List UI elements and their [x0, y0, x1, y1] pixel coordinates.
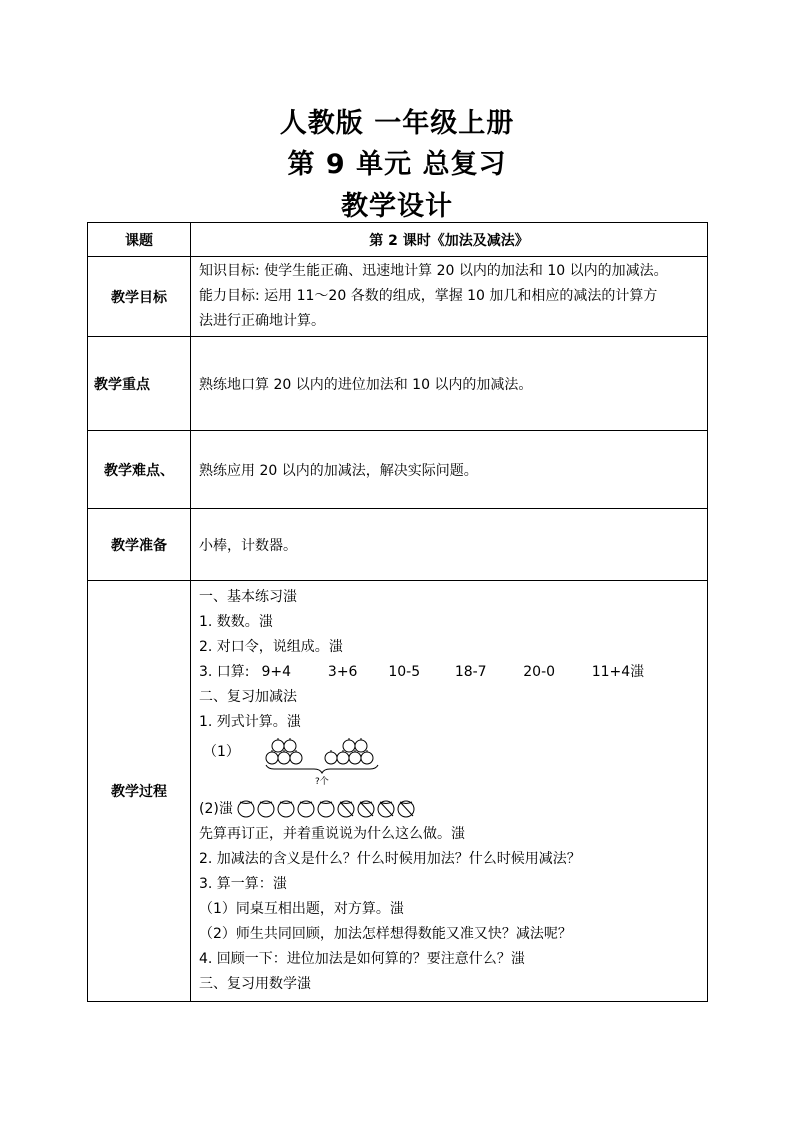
mark-glyph: 滍	[328, 639, 343, 655]
row-process	[88, 581, 708, 1002]
goals-line-2: 能力目标: 运用 11～20 各数的组成，掌握 10 加几和相应的减法的计算方	[199, 288, 658, 304]
process-item-3: 3. 口算: 9+4 3+6 10-5 18-7 20-0 11+4滍	[199, 660, 703, 685]
preparation-label: 教学准备	[88, 509, 191, 581]
process-sub-2	[199, 797, 703, 822]
sub-2-label: (2)	[199, 801, 219, 817]
topic-value: 第 2 课时《加法及减法》	[191, 223, 708, 257]
row-difficulties	[88, 431, 708, 509]
goals-line-3: 法进行正确地计算。	[199, 313, 325, 329]
process-item-2: 2. 对口令，说组成。滍	[199, 639, 343, 655]
process-line-e: （2）师生共同回顾，加法怎样想得数能又准又快？减法呢？	[199, 926, 572, 942]
process-section-2: 二、复习加减法	[199, 689, 297, 705]
row-key-points	[88, 337, 708, 431]
process-label: 教学过程	[88, 581, 191, 1002]
circles-illustration	[237, 799, 417, 819]
process-line-a: 先算再订正，并着重说说为什么这么做。滍	[199, 826, 465, 842]
process-section-1: 一、基本练习滍	[199, 589, 297, 605]
apple-figure	[199, 735, 703, 797]
process-line-b: 2. 加减法的含义是什么？什么时候用加法？什么时候用减法？	[199, 851, 581, 867]
mark-glyph: 滍	[451, 826, 465, 842]
row-goals	[88, 257, 708, 337]
mark-glyph: 滍	[286, 714, 301, 730]
key-points-text: 熟练地口算 20 以内的进位加法和 10 以内的加减法。	[191, 337, 708, 431]
mark-glyph: 滍	[389, 901, 404, 917]
process-line-f: 4. 回顾一下：进位加法是如何算的？要注意什么？滍	[199, 951, 525, 967]
key-points-label: 教学重点	[88, 337, 191, 431]
mark-glyph: 滍	[283, 589, 297, 605]
mark-glyph: 滍	[272, 876, 287, 892]
process-content	[191, 581, 708, 1002]
process-section-3: 三、复习用数学滍	[199, 976, 311, 992]
process-item-1: 1. 数数。滍	[199, 614, 273, 630]
apple-group-illustration	[265, 737, 465, 793]
mark-glyph: 滍	[218, 801, 233, 817]
preparation-text: 小棒，计数器。	[191, 509, 708, 581]
topic-label: 课题	[88, 223, 191, 257]
row-preparation	[88, 509, 708, 581]
process-line-c: 3. 算一算：滍	[199, 876, 287, 892]
goals-line-1: 知识目标: 使学生能正确、迅速地计算 20 以内的加法和 10 以内的加减法。	[199, 263, 668, 279]
calc-3: 10-5	[388, 664, 421, 680]
document-title-line1: 人教版 一年级上册	[279, 108, 515, 139]
mark-glyph: 滍	[630, 664, 645, 680]
calc-2: 3+6	[327, 664, 358, 680]
apple-figure-label: （1）	[203, 744, 240, 760]
process-line-d: （1）同桌互相出题，对方算。滍	[199, 901, 404, 917]
calc-5: 20-0	[523, 664, 556, 680]
goals-label: 教学目标	[88, 257, 191, 337]
row-topic	[88, 223, 708, 257]
calc-6: 11+4	[591, 664, 631, 680]
difficulties-label: 教学难点、	[88, 431, 191, 509]
mark-glyph: 滍	[510, 951, 525, 967]
document-title-line2: 第 9 单元 总复习	[287, 149, 507, 180]
lesson-plan-table	[87, 222, 708, 1002]
goals-content	[191, 257, 708, 337]
difficulties-text: 熟练应用 20 以内的加减法，解决实际问题。	[191, 431, 708, 509]
mark-glyph: 滍	[258, 614, 273, 630]
calc-1: 9+4	[261, 664, 291, 680]
process-sub-1: 1. 列式计算。滍	[199, 714, 301, 730]
document-title-line3: 教学设计	[341, 191, 453, 222]
calc-4: 18-7	[454, 664, 487, 680]
apple-figure-question: ?个	[315, 777, 329, 787]
mark-glyph: 滍	[297, 976, 311, 992]
